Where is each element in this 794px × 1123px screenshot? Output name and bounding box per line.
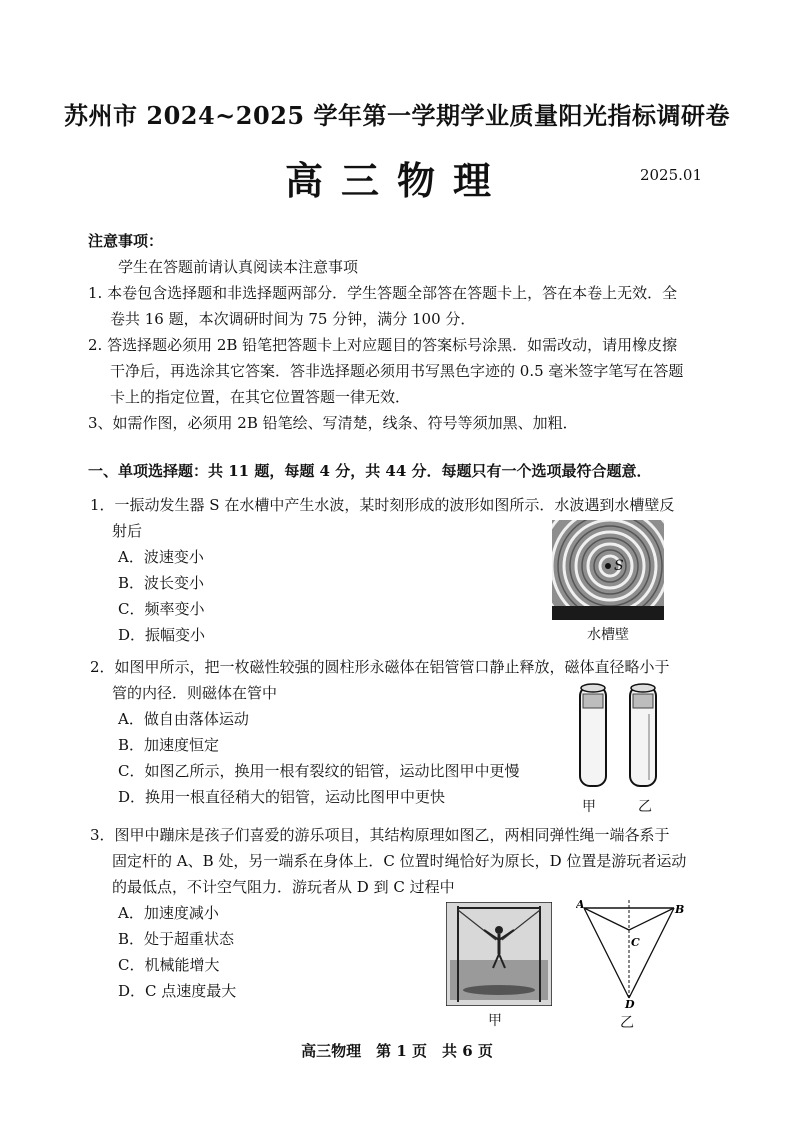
q3-option-d: D．C 点速度最大	[118, 982, 237, 1000]
paper-title: 苏州市 2024~2025 学年第一学期学业质量阳光指标调研卷	[64, 101, 730, 130]
photo-label-jia: 甲	[488, 1013, 502, 1029]
q1-stem-line2: 射后	[112, 522, 143, 540]
exam-date: 2025.01	[639, 166, 702, 184]
q3-option-a: A．加速度减小	[118, 904, 219, 922]
notice-item-1-line1: 1. 本卷包含选择题和非选择题两部分．学生答题全部答在答题卡上，答在本卷上无效．全	[88, 284, 678, 302]
q1-option-d: D．振幅变小	[118, 626, 206, 644]
tube-label-jia: 甲	[582, 799, 596, 815]
tank-wall	[552, 606, 664, 620]
q1-stem-line1: 1．一振动发生器 S 在水槽中产生水波，某时刻形成的波形如图所示．水波遇到水槽壁反	[90, 496, 675, 514]
point-d-label: D	[625, 998, 635, 1010]
q3-stem-line2: 固定杆的 A、B 处，另一端系在身体上．C 位置时绳恰好为原长，D 位置是游玩者运动	[112, 852, 687, 870]
rope-left-to-c	[584, 908, 629, 930]
q1-option-b: B．波长变小	[118, 574, 205, 592]
tube-yi	[630, 684, 656, 786]
water-wave-figure	[552, 520, 664, 620]
point-c-label: C	[631, 936, 640, 949]
q3-option-b: B．处于超重状态	[118, 930, 235, 948]
tank-wall-caption: 水槽壁	[587, 627, 629, 643]
notice-item-3-line1: 3、如需作图，必须用 2B 铅笔绘、写清楚，线条、符号等须加黑、加粗．	[88, 414, 578, 432]
point-a-label: A	[576, 900, 585, 911]
diagram-label-yi: 乙	[620, 1015, 634, 1031]
wave-source-dot	[605, 563, 611, 569]
q2-option-d: D．换用一根直径稍大的铝管，运动比图甲中更快	[118, 788, 446, 806]
q3-stem-line3: 的最低点，不计空气阻力．游玩者从 D 到 C 过程中	[112, 878, 455, 896]
subject-title: 高三物理	[284, 158, 509, 203]
page-footer: 高三物理 第 1 页 共 6 页	[301, 1042, 493, 1060]
rope-right-to-d	[629, 908, 674, 998]
q1-option-c: C．频率变小	[118, 600, 205, 618]
notice-item-1-line2: 卷共 16 题，本次调研时间为 75 分钟，满分 100 分．	[110, 310, 476, 328]
notice-item-2-line1: 2. 答选择题必须用 2B 铅笔把答题卡上对应题目的答案标号涂黑．如需改动，请用橡皮擦	[88, 336, 678, 354]
q3-option-c: C．机械能增大	[118, 956, 220, 974]
rope-left-to-d	[584, 908, 629, 998]
point-b-label: B	[675, 903, 685, 916]
source-label-s: S	[614, 558, 624, 574]
q2-option-c: C．如图乙所示，换用一根有裂纹的铝管，运动比图甲中更慢	[118, 762, 520, 780]
q3-stem-line1: 3．图甲中蹦床是孩子们喜爱的游乐项目，其结构原理如图乙，两相同弹性绳一端各系于	[90, 826, 670, 844]
notice-item-2-line2: 干净后，再选涂其它答案．答非选择题必须用书写黑色字迹的 0.5 毫米签字笔写在答题	[110, 362, 684, 380]
q2-stem-line2: 管的内径．则磁体在管中	[112, 684, 278, 702]
trampoline-photo	[446, 902, 552, 1006]
tube-label-yi: 乙	[638, 799, 652, 815]
notice-heading: 注意事项：	[88, 232, 164, 250]
q2-option-a: A．做自由落体运动	[118, 710, 249, 728]
q2-stem-line1: 2．如图甲所示，把一枚磁性较强的圆柱形永磁体在铝管管口静止释放，磁体直径略小于	[90, 658, 670, 676]
q2-option-b: B．加速度恒定	[118, 736, 220, 754]
notice-item-2-line3: 卡上的指定位置，在其它位置答题一律无效．	[110, 388, 411, 406]
rope-right-to-c	[629, 908, 674, 930]
magnet-in-tube	[583, 694, 603, 708]
notice-intro: 学生在答题前请认真阅读本注意事项	[118, 258, 359, 276]
tube-jia	[580, 684, 606, 786]
aluminum-tubes-figure	[572, 680, 668, 790]
section-heading: 一、单项选择题：共 11 题，每题 4 分，共 44 分．每题只有一个选项最符合题意．	[88, 462, 652, 480]
bungee-diagram	[576, 900, 686, 1010]
q1-option-a: A．波速变小	[118, 548, 204, 566]
